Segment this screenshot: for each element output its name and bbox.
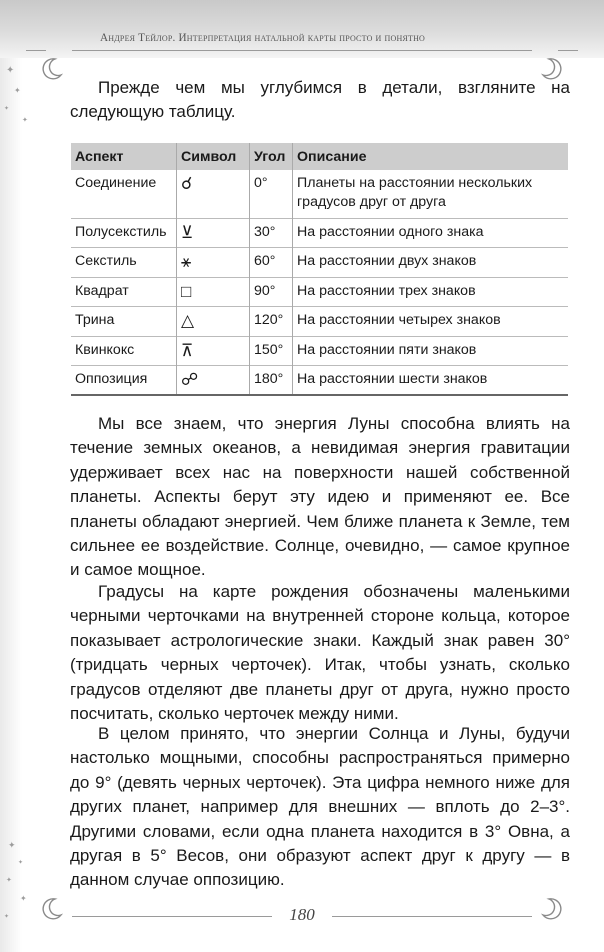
- crescent-moon-icon: [38, 896, 64, 922]
- page-number: 180: [289, 905, 315, 924]
- aspect-angle: 120°: [250, 307, 293, 337]
- aspect-angle: 180°: [250, 366, 293, 396]
- column-header-angle: Угол: [250, 143, 293, 170]
- table-header-row: [71, 143, 568, 170]
- star-icon: ✦: [6, 877, 12, 884]
- footer-rule-left: [72, 916, 272, 917]
- header-rule-right: [558, 50, 578, 51]
- star-icon: ✦: [6, 65, 15, 76]
- table-row: [71, 366, 568, 396]
- aspect-description: На расстоянии пяти знаков: [293, 336, 569, 366]
- table-row: [71, 170, 568, 218]
- square-icon: □: [177, 277, 250, 307]
- body-paragraph: В целом принято, что энергии Солнца и Луны, будучи настолько мощными, способны распространяться примерно до 9° (девять черных черточек). Эта цифра немного ниже для других планет, например для внешних — вплоть до 2–3°. Другими словами, если одна планета находится в 3° Овна, а другая в 5° Весов, они образуют аспект друг к другу — в данном случае оппозицию.: [70, 724, 570, 890]
- body-paragraph: Мы все знаем, что энергия Луны способна влиять на течение земных океанов, а невидимая энергия гравитации удерживает всех нас на поверхности нашей собственной планеты. Аспекты берут эту идею и применяют ее. Все планеты обладают энергией. Чем ближе планета к Земле, тем сильнее ее воздействие. Солнце, очевидно, — самое крупное и самое мощное.: [70, 414, 570, 580]
- aspect-name: Квадрат: [71, 277, 177, 307]
- quincunx-icon: ⊼: [177, 336, 250, 366]
- star-icon: ✦: [18, 860, 24, 866]
- table-row: [71, 336, 568, 366]
- star-icon: ✦: [4, 106, 10, 112]
- table-row: [71, 277, 568, 307]
- table-row: [71, 218, 568, 248]
- aspect-description: На расстоянии четырех знаков: [293, 307, 569, 337]
- header-rule-left: [26, 50, 46, 51]
- footer-rule-right: [332, 916, 532, 917]
- column-header-symbol: Символ: [177, 143, 250, 170]
- body-paragraph: Градусы на карте рождения обозначены маленькими черными черточками на внутренней стороне кольца, которое показывает астрологические знаки. Каждый знак равен 30° (тридцать черных черточек). Итак, чтобы узнать, сколько градусов отделяют две планеты друг от друга, нужно просто посчитать, сколько черточек между ними.: [70, 582, 570, 724]
- aspect-name: Соединение: [75, 175, 157, 191]
- running-title: Андрея Тейлор. Интерпретация натальной карты просто и понятно: [100, 32, 426, 44]
- semisextile-icon: ⊻: [177, 218, 250, 248]
- intro-paragraph: Прежде чем мы углубимся в детали, взгляните на следующую таблицу.: [70, 78, 570, 122]
- crescent-moon-icon: [540, 896, 566, 922]
- crescent-moon-icon: [38, 56, 64, 82]
- star-icon: ✦: [14, 86, 21, 95]
- trine-icon: △: [177, 307, 250, 337]
- table-row: [71, 307, 568, 337]
- star-icon: ✦: [20, 894, 27, 903]
- star-icon: ✦: [22, 117, 28, 124]
- aspect-name: Полусекстиль: [71, 218, 177, 248]
- aspect-angle: 150°: [250, 336, 293, 366]
- aspect-angle: 90°: [250, 277, 293, 307]
- aspect-angle: 30°: [250, 218, 293, 248]
- aspect-angle: 60°: [250, 248, 293, 278]
- conjunction-icon: ☌: [177, 170, 250, 218]
- aspect-angle: 0°: [250, 170, 293, 218]
- aspect-name: Квинкокс: [71, 336, 177, 366]
- star-icon: ✦: [4, 914, 10, 920]
- aspect-description: На расстоянии одного знака: [293, 218, 569, 248]
- column-header-description: Описание: [293, 143, 569, 170]
- sextile-icon: ⚹: [177, 248, 250, 278]
- aspect-description: На расстоянии трех знаков: [293, 277, 569, 307]
- table-row: [71, 248, 568, 278]
- aspects-table: [71, 143, 568, 396]
- aspect-description: Планеты на расстоянии нескольких градусов друг от друга: [293, 170, 569, 218]
- aspect-name: Секстиль: [71, 248, 177, 278]
- column-header-aspect: Аспект: [71, 143, 177, 170]
- aspect-description: На расстоянии шести знаков: [293, 366, 569, 396]
- opposition-icon: ☍: [177, 366, 250, 396]
- aspect-name: Оппозиция: [71, 366, 177, 396]
- star-icon: ✦: [8, 840, 16, 850]
- page-edge-shadow: [0, 0, 22, 952]
- header-rule: [72, 50, 532, 51]
- aspect-name: Трина: [71, 307, 177, 337]
- aspect-description: На расстоянии двух знаков: [293, 248, 569, 278]
